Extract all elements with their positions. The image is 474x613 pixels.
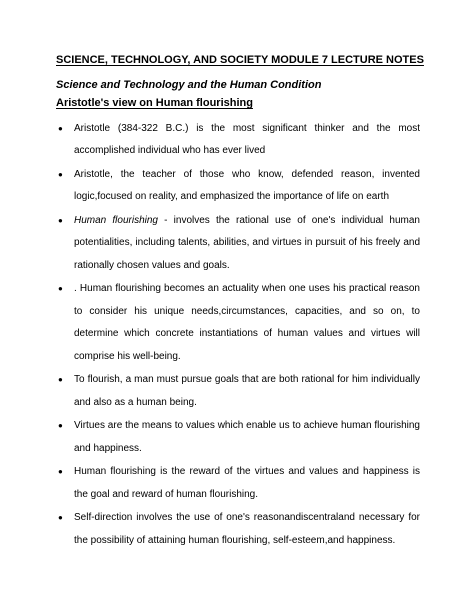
document-title: SCIENCE, TECHNOLOGY, AND SOCIETY MODULE 7 LECTURE NOTES	[56, 54, 424, 66]
list-item-text: Human flourishing is the reward of the virtues and values and happiness is the goal and reward of human flourishing.	[74, 466, 420, 500]
list-item-text: Aristotle, the teacher of those who know, defended reason, invented logic,focused on reality, and emphasized the importance of life on earth	[74, 169, 420, 203]
list-item	[58, 507, 420, 552]
list-item	[58, 461, 420, 506]
list-item	[58, 210, 420, 277]
list-item-text	[74, 210, 420, 277]
list-item-text: Self-direction involves the use of one's reasonandiscentraland necessary for the possibility of attaining human flourishing, self-esteem,and happiness.	[74, 512, 420, 546]
bullet-icon: ●	[58, 421, 63, 431]
list-item	[58, 118, 420, 163]
bullet-icon: ●	[58, 284, 63, 294]
list-item-text: To flourish, a man must pursue goals that are both rational for him individually and also as a human being.	[74, 374, 420, 408]
bullet-icon: ●	[58, 170, 63, 179]
section-heading: Aristotle's view on Human flourishing	[56, 97, 253, 109]
list-item-lead-term: Human flourishing	[74, 215, 158, 226]
list-item	[58, 415, 420, 460]
list-item	[58, 278, 420, 368]
list-item	[58, 369, 420, 414]
document-subtitle: Science and Technology and the Human Condition	[56, 79, 322, 91]
list-item-definition: - involves the rational use of one's individual human potentialities, including talents, abilities, and virtues in pursuit of his freely and rationally chosen values and goals.	[74, 215, 420, 271]
bullet-icon: ●	[58, 216, 63, 225]
bullet-list	[58, 118, 420, 553]
bullet-icon: ●	[58, 375, 63, 385]
bullet-icon: ●	[58, 513, 63, 523]
list-item	[58, 164, 420, 209]
list-item-text: Virtues are the means to values which enable us to achieve human flourishing and happiness.	[74, 420, 420, 454]
bullet-icon: ●	[58, 467, 63, 477]
list-item-text: . Human flourishing becomes an actuality when one uses his practical reason to consider his unique needs,circumstances, capacities, and so on, to determine which concrete instantiations of human values and virtues will comprise his well-being.	[74, 283, 420, 362]
bullet-icon: ●	[58, 124, 63, 133]
list-item-text: Aristotle (384-322 B.C.) is the most significant thinker and the most accomplished individual who has ever lived	[74, 123, 420, 157]
